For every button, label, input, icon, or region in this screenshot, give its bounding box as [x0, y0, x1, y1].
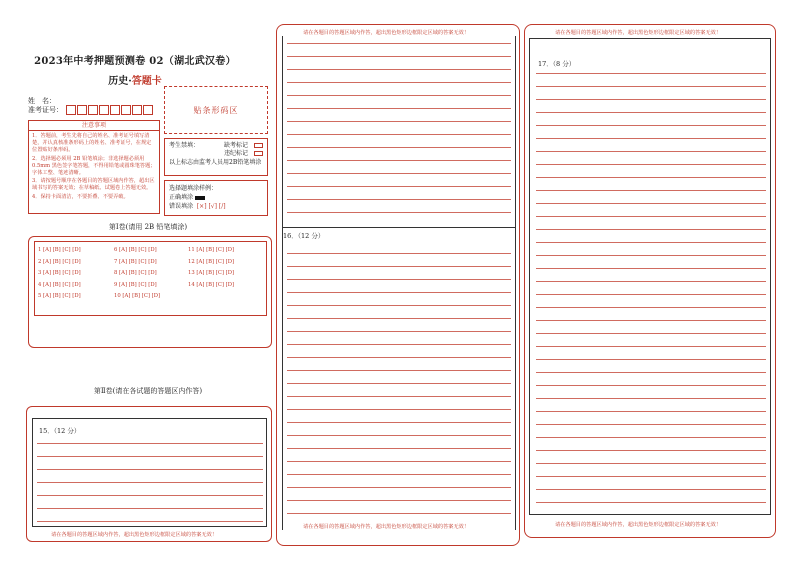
q16-rule	[287, 344, 511, 345]
card-label: 答题卡	[131, 76, 162, 87]
q14-rule	[287, 199, 511, 200]
col2-top-warning: 请在各题目的答题区域内作答，超出黑色矩形边框限定区域的答案无效！	[303, 30, 470, 36]
proctor-note: 以上标志由监考人员用2B铅笔填涂	[169, 159, 262, 166]
q16-rule	[287, 474, 511, 475]
q17-rule	[536, 450, 766, 451]
q17-rule	[536, 138, 766, 139]
notice-box	[28, 120, 160, 214]
exam-id-cell[interactable]	[132, 105, 142, 115]
q17-rule	[536, 476, 766, 477]
q16-rule	[287, 396, 511, 397]
q14-rule	[287, 134, 511, 135]
q17-rule	[536, 320, 766, 321]
q17-rule	[536, 73, 766, 74]
q17-rule	[536, 385, 766, 386]
violation-mark-label: 违纪标记	[223, 150, 248, 157]
proctor-marks-box	[164, 138, 268, 176]
exam-id-label: 准考证号：	[28, 106, 63, 114]
q17-rule	[536, 151, 766, 152]
q16-rule	[287, 357, 511, 358]
absent-mark-box[interactable]	[254, 143, 263, 148]
q14-rule	[287, 69, 511, 70]
q17-rule	[536, 502, 766, 503]
absent-mark-label: 缺考标记	[223, 142, 248, 149]
mcq-question-7[interactable]: 7 [A] [B] [C] [D]	[114, 258, 157, 265]
exam-id-cell[interactable]	[66, 105, 76, 115]
q17-rule	[536, 307, 766, 308]
exam-id-cell[interactable]	[121, 105, 131, 115]
q15-rule	[37, 508, 263, 509]
col2-bottom-warning: 请在各题目的答题区域内作答，超出黑色矩形边框限定区域的答案无效！	[303, 524, 470, 530]
q16-rule	[287, 513, 511, 514]
q17-rule	[536, 359, 766, 360]
subtitle	[0, 72, 270, 87]
q14-rule	[287, 186, 511, 187]
q17-answer-frame[interactable]	[529, 38, 771, 515]
q14-rule	[287, 147, 511, 148]
q16-rule	[287, 409, 511, 410]
q17-rule	[536, 372, 766, 373]
fill-sample-box	[164, 180, 268, 216]
q16-rule	[287, 318, 511, 319]
q17-rule	[536, 268, 766, 269]
q16-rule	[287, 500, 511, 501]
q16-divider	[283, 227, 515, 228]
notice-heading: 注意事项	[29, 121, 159, 131]
q17-rule	[536, 294, 766, 295]
q16-rule	[287, 305, 511, 306]
q17-rule	[536, 424, 766, 425]
q14-rule	[287, 108, 511, 109]
q16-rule	[287, 292, 511, 293]
q17-rule	[536, 112, 766, 113]
q17-rule	[536, 437, 766, 438]
mcq-question-2[interactable]: 2 [A] [B] [C] [D]	[38, 258, 81, 265]
barcode-area: 贴条形码区	[164, 86, 268, 134]
q14-rule	[287, 43, 511, 44]
exam-id-cell[interactable]	[143, 105, 153, 115]
mcq-question-8[interactable]: 8 [A] [B] [C] [D]	[114, 270, 157, 276]
exam-id-cell[interactable]	[77, 105, 87, 115]
q16-rule	[287, 448, 511, 449]
col3-top-warning: 请在各题目的答题区域内作答，超出黑色矩形边框限定区域的答案无效！	[555, 30, 722, 36]
correct-fill-label: 正确填涂	[169, 194, 194, 201]
q15-rule	[37, 443, 263, 444]
q16-label: 16．（12 分）	[283, 232, 325, 240]
q15-answer-frame[interactable]	[32, 418, 267, 527]
notice-item: 3．请按题号顺序在各题目的答题区域内作答，超出区域书写的答案无效；在草稿纸、试题卷上答题无效。	[32, 178, 155, 192]
q14-rule	[287, 173, 511, 174]
mcq-question-10[interactable]: 10 [A] [B] [C] [D]	[114, 293, 161, 299]
q15-label: 15．（12 分）	[39, 427, 81, 435]
q16-rule	[287, 487, 511, 488]
q17-rule	[536, 177, 766, 178]
q15-warning: 请在各题目的答题区域内作答，超出黑色矩形边框限定区域的答案无效！	[51, 532, 218, 538]
subject-label: 历史·	[108, 76, 132, 87]
violation-mark-box[interactable]	[254, 151, 263, 156]
q14-rule	[287, 56, 511, 57]
exam-id-row	[28, 105, 154, 115]
mcq-question-12[interactable]: 12 [A] [B] [C] [D]	[188, 258, 235, 265]
mcq-question-6[interactable]: 6 [A] [B] [C] [D]	[114, 247, 157, 253]
mcq-question-4[interactable]: 4 [A] [B] [C] [D]	[38, 281, 81, 288]
q17-rule	[536, 255, 766, 256]
q16-rule	[287, 422, 511, 423]
col3-bottom-warning: 请在各题目的答题区域内作答，超出黑色矩形边框限定区域的答案无效！	[555, 522, 722, 528]
exam-id-cell[interactable]	[110, 105, 120, 115]
mcq-question-9[interactable]: 9 [A] [B] [C] [D]	[114, 281, 157, 288]
mcq-question-3[interactable]: 3 [A] [B] [C] [D]	[38, 270, 81, 276]
q17-rule	[536, 86, 766, 87]
q17-rule	[536, 125, 766, 126]
q17-rule	[536, 203, 766, 204]
section1-title: 第Ⅰ卷(请用 2B 铅笔填涂)	[108, 223, 188, 231]
q17-rule	[536, 216, 766, 217]
q15-rule	[37, 521, 263, 522]
q16-rule	[287, 253, 511, 254]
answer-column-3	[524, 24, 776, 538]
q17-rule	[536, 190, 766, 191]
q15-rule	[37, 495, 263, 496]
q14-rule	[287, 212, 511, 213]
q17-rule	[536, 242, 766, 243]
name-field-label: 姓 名：	[28, 97, 56, 105]
mcq-area	[28, 236, 272, 348]
q17-rule	[536, 463, 766, 464]
q15-area	[26, 406, 272, 542]
page-title: 2023年中考押题预测卷 02（湖北武汉卷）	[34, 56, 236, 67]
exam-id-cell[interactable]	[99, 105, 109, 115]
wrong-fill-examples: [×] [√] [/]	[196, 203, 226, 210]
q17-rule	[536, 346, 766, 347]
q17-rule	[536, 411, 766, 412]
fill-sample-heading: 选择题填涂样例：	[169, 185, 218, 192]
q14-rule	[287, 160, 511, 161]
answer-column-2	[276, 24, 520, 546]
q16-rule	[287, 370, 511, 371]
mcq-question-14[interactable]: 14 [A] [B] [C] [D]	[188, 281, 235, 288]
exam-id-cell[interactable]	[88, 105, 98, 115]
q17-rule	[536, 164, 766, 165]
q14-rule	[287, 121, 511, 122]
q15-rule	[37, 456, 263, 457]
q16-rule	[287, 331, 511, 332]
mcq-question-5[interactable]: 5 [A] [B] [C] [D]	[38, 293, 81, 299]
mcq-question-1[interactable]: 1 [A] [B] [C] [D]	[38, 247, 81, 253]
q16-rule	[287, 461, 511, 462]
q17-rule	[536, 99, 766, 100]
col2-frame	[282, 36, 516, 530]
q17-rule	[536, 489, 766, 490]
correct-fill-mark	[195, 196, 205, 200]
wrong-fill-label: 错误填涂	[169, 203, 194, 210]
mcq-question-11[interactable]: 11 [A] [B] [C] [D]	[188, 247, 235, 253]
notice-item: 4．保持卡面清洁，不要折叠、不要弄破。	[32, 193, 129, 200]
q16-rule	[287, 435, 511, 436]
q17-rule	[536, 333, 766, 334]
q16-rule	[287, 279, 511, 280]
notice-item: 2．选择题必须用 2B 铅笔填涂；非选择题必须用 0.5mm 黑色签字笔答题，不得用铅笔或圆珠笔答题；字体工整、笔迹清晰。	[32, 155, 156, 177]
q15-rule	[37, 469, 263, 470]
q17-rule	[536, 398, 766, 399]
q17-label: 17．（8 分）	[538, 60, 576, 68]
q17-rule	[536, 281, 766, 282]
mcq-grid	[34, 241, 267, 316]
notice-item: 1．答题前，考生先将自己的姓名、准考证号填写清楚，并认真核准条形码上的姓名、准考证号，在规定位置贴好条形码。	[32, 133, 152, 154]
q17-rule	[536, 229, 766, 230]
q16-rule	[287, 266, 511, 267]
q14-rule	[287, 82, 511, 83]
q15-rule	[37, 482, 263, 483]
exam-id-cells[interactable]	[66, 105, 154, 115]
q16-rule	[287, 383, 511, 384]
proctor-label: 考生禁填：	[169, 142, 200, 149]
q14-rule	[287, 95, 511, 96]
mcq-question-13[interactable]: 13 [A] [B] [C] [D]	[188, 270, 235, 276]
section2-title: 第Ⅱ卷(请在各试题的答题区内作答)	[93, 387, 203, 395]
